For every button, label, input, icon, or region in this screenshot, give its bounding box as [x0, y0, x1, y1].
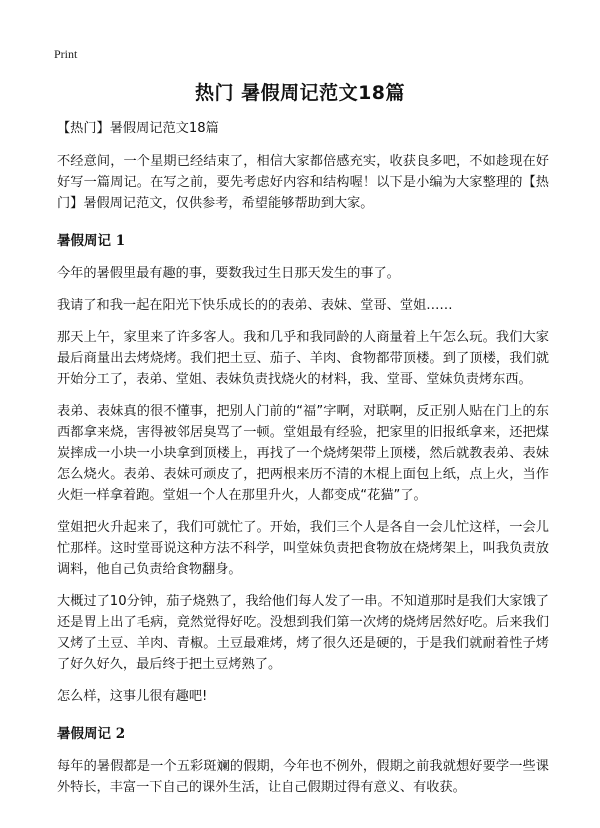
paragraph: 每年的暑假都是一个五彩斑斓的假期，今年也不例外，假期之前我就想好要学一些课外特长，丰富一下自己的课外生活，让自己假期过得有意义、有收获。 — [57, 759, 549, 795]
paragraph: 那天上午，家里来了许多客人。我和几乎和我同龄的人商量着上午怎么玩。我们大家最后商量出去烤烧烤。我们把土豆、茄子、羊肉、食物都带顶楼。到了顶楼，我们就开始分工了，表弟、堂姐、表妹负责找烧火的材料，我、堂哥、堂妹负责烤东西。 — [57, 330, 549, 387]
document-body — [57, 118, 549, 809]
paragraph: 怎么样，这事儿很有趣吧! — [57, 689, 208, 704]
paragraph: 大概过了10分钟，茄子烧熟了，我给他们每人发了一串。不知道那时是我们大家饿了还是胃上出了毛病，竟然觉得好吃。没想到我们第一次烤的烧烤居然好吃。后来我们又烤了土豆、羊肉、青椒。土豆最难烤，烤了很久还是硬的，于是我们就耐着性子烤了好久好久，最后终于把土豆烤熟了。 — [57, 594, 549, 672]
section-heading: 暑假周记 2 — [57, 726, 126, 742]
paragraph: 堂姐把火升起来了，我们可就忙了。开始，我们三个人是各自一会儿忙这样，一会儿忙那样。这时堂哥说这种方法不科学，叫堂妹负责把食物放在烧烤架上，叫我负责放调料，他自己负责给食物翻身。 — [57, 520, 549, 577]
paragraph: 今年的暑假里最有趣的事，要数我过生日那天发生的事了。 — [57, 266, 400, 281]
intro-paragraph: 不经意间，一个星期已经结束了，相信大家都倍感充实，收获良多吧，不如趁现在好好写一篇周记。在写之前，要先考虑好内容和结构喔！以下是小编为大家整理的【热门】暑假周记范文，仅供参考，希望能够帮助到大家。 — [57, 154, 549, 211]
print-label: Print — [54, 47, 78, 61]
document-title: 热门 暑假周记范文18篇 — [194, 82, 406, 104]
document-subtitle: 【热门】暑假周记范文18篇 — [57, 121, 219, 136]
paragraph: 我请了和我一起在阳光下快乐成长的的表弟、表妹、堂哥、堂姐…… — [57, 298, 453, 313]
section-heading: 暑假周记 1 — [57, 233, 126, 249]
paragraph: 表弟、表妹真的很不懂事，把别人门前的“福”字啊，对联啊，反正别人贴在门上的东西都拿来烧，害得被邻居臭骂了一顿。堂姐最有经验，把家里的旧报纸拿来，还把煤炭摔成一小块一小块拿到顶楼上，再找了一个烧烤架带上顶楼，然后就教表弟、表妹怎么烧火。表弟、表妹可顽皮了，把两根来历不清的木棍上面包上纸，点上火，当作火炬一样拿着跑。堂姐一个人在那里升火，人都变成“花猫”了。 — [57, 404, 549, 503]
